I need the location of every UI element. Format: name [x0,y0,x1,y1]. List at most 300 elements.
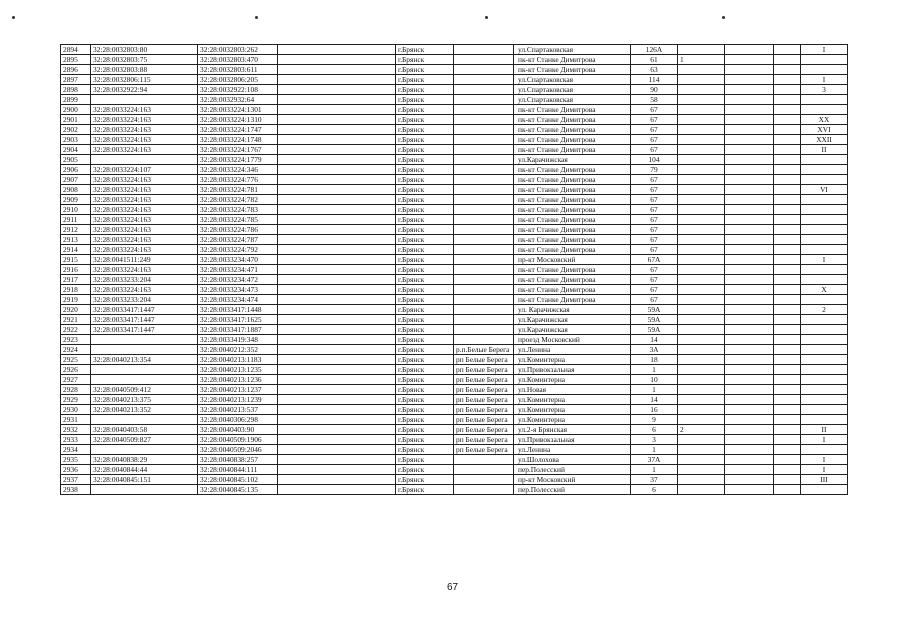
building-cell: 2 [678,425,725,435]
table-row [61,325,848,335]
empty-cell [278,125,396,135]
parent-cadastral-cell: 32:28:0040403:58 [91,425,198,435]
street-cell: ул.Коминтерна [514,355,631,365]
house-cell: 37А [631,455,678,465]
table-row [61,275,848,285]
city-cell: г.Брянск [396,485,454,495]
settlement-cell [454,125,514,135]
parent-cadastral-cell [91,485,198,495]
cadastral-number-cell: 32:28:0040213:1239 [198,395,278,405]
empty-cell [774,285,801,295]
city-cell: г.Брянск [396,135,454,145]
cadastral-number-cell: 32:28:0032803:611 [198,65,278,75]
row-number-cell: 2908 [61,185,91,195]
empty-cell [278,295,396,305]
house-cell: 59А [631,325,678,335]
house-cell: 67 [631,225,678,235]
room-cell [801,235,848,245]
empty-cell [774,55,801,65]
city-cell: г.Брянск [396,425,454,435]
street-cell: ул.Ленина [514,345,631,355]
letter-cell [725,325,774,335]
city-cell: г.Брянск [396,305,454,315]
settlement-cell: рп Белые Берега [454,405,514,415]
table-row [61,225,848,235]
empty-cell [278,175,396,185]
cadastral-number-cell: 32:28:0033234:471 [198,265,278,275]
empty-cell [278,395,396,405]
house-cell: 1 [631,465,678,475]
cadastral-number-cell: 32:28:0033224:1748 [198,135,278,145]
empty-cell [278,385,396,395]
row-number-cell: 2937 [61,475,91,485]
building-cell [678,275,725,285]
building-cell [678,345,725,355]
building-cell [678,175,725,185]
row-number-cell: 2897 [61,75,91,85]
empty-cell [774,125,801,135]
room-cell: III [801,475,848,485]
parent-cadastral-cell [91,345,198,355]
empty-cell [774,475,801,485]
letter-cell [725,235,774,245]
row-number-cell: 2924 [61,345,91,355]
room-cell: II [801,425,848,435]
row-number-cell: 2923 [61,335,91,345]
row-number-cell: 2907 [61,175,91,185]
empty-cell [774,65,801,75]
empty-cell [278,265,396,275]
room-cell [801,65,848,75]
house-cell: 67 [631,275,678,285]
house-cell: 67 [631,115,678,125]
table-row [61,425,848,435]
parent-cadastral-cell: 32:28:0033224:163 [91,215,198,225]
settlement-cell [454,455,514,465]
house-cell: 58 [631,95,678,105]
letter-cell [725,65,774,75]
parent-cadastral-cell: 32:28:0040845:151 [91,475,198,485]
empty-cell [774,155,801,165]
city-cell: г.Брянск [396,285,454,295]
empty-cell [278,345,396,355]
building-cell [678,65,725,75]
row-number-cell: 2932 [61,425,91,435]
settlement-cell [454,95,514,105]
settlement-cell [454,295,514,305]
city-cell: г.Брянск [396,205,454,215]
street-cell: проезд Московский [514,335,631,345]
building-cell: 1 [678,55,725,65]
row-number-cell: 2912 [61,225,91,235]
settlement-cell [454,85,514,95]
building-cell [678,95,725,105]
city-cell: г.Брянск [396,65,454,75]
settlement-cell [454,195,514,205]
empty-cell [278,335,396,345]
empty-cell [774,365,801,375]
empty-cell [774,95,801,105]
building-cell [678,45,725,55]
empty-cell [278,275,396,285]
settlement-cell [454,45,514,55]
building-cell [678,185,725,195]
building-cell [678,355,725,365]
letter-cell [725,95,774,105]
parent-cadastral-cell [91,415,198,425]
street-cell: ул.Карачижская [514,325,631,335]
empty-cell [278,465,396,475]
empty-cell [774,115,801,125]
empty-cell [774,225,801,235]
empty-cell [278,255,396,265]
row-number-cell: 2916 [61,265,91,275]
letter-cell [725,155,774,165]
empty-cell [278,405,396,415]
city-cell: г.Брянск [396,345,454,355]
parent-cadastral-cell [91,375,198,385]
letter-cell [725,435,774,445]
letter-cell [725,165,774,175]
parent-cadastral-cell: 32:28:0040838:29 [91,455,198,465]
room-cell [801,335,848,345]
parent-cadastral-cell: 32:28:0033224:163 [91,265,198,275]
table-row [61,175,848,185]
house-cell: 1 [631,385,678,395]
row-number-cell: 2906 [61,165,91,175]
empty-cell [774,385,801,395]
empty-cell [278,165,396,175]
cadastral-number-cell: 32:28:0032803:262 [198,45,278,55]
letter-cell [725,345,774,355]
empty-cell [774,75,801,85]
room-cell [801,55,848,65]
scan-mark [485,16,488,19]
building-cell [678,295,725,305]
row-number-cell: 2894 [61,45,91,55]
house-cell: 67 [631,295,678,305]
table-row [61,415,848,425]
house-cell: 59А [631,305,678,315]
cadastral-number-cell: 32:28:0033224:785 [198,215,278,225]
letter-cell [725,375,774,385]
empty-cell [278,115,396,125]
row-number-cell: 2902 [61,125,91,135]
building-cell [678,115,725,125]
table-row [61,445,848,455]
building-cell [678,195,725,205]
table-row [61,105,848,115]
house-cell: 10 [631,375,678,385]
empty-cell [278,415,396,425]
table-row [61,305,848,315]
house-cell: 67 [631,195,678,205]
empty-cell [774,255,801,265]
room-cell [801,395,848,405]
parent-cadastral-cell [91,365,198,375]
settlement-cell [454,305,514,315]
empty-cell [774,295,801,305]
row-number-cell: 2913 [61,235,91,245]
empty-cell [278,435,396,445]
city-cell: г.Брянск [396,105,454,115]
table-body [61,45,848,495]
street-cell: пк-кт Станке Димитрова [514,195,631,205]
scan-mark [12,16,15,19]
letter-cell [725,455,774,465]
city-cell: г.Брянск [396,245,454,255]
parent-cadastral-cell: 32:28:0041511:249 [91,255,198,265]
row-number-cell: 2900 [61,105,91,115]
letter-cell [725,425,774,435]
row-number-cell: 2927 [61,375,91,385]
building-cell [678,215,725,225]
empty-cell [774,415,801,425]
table-row [61,485,848,495]
city-cell: г.Брянск [396,125,454,135]
empty-cell [278,355,396,365]
table-row [61,215,848,225]
house-cell: 67 [631,185,678,195]
cadastral-number-cell: 32:28:0033234:472 [198,275,278,285]
city-cell: г.Брянск [396,385,454,395]
room-cell [801,225,848,235]
cadastral-number-cell: 32:28:0033224:1310 [198,115,278,125]
settlement-cell [454,155,514,165]
city-cell: г.Брянск [396,45,454,55]
row-number-cell: 2918 [61,285,91,295]
street-cell: ул.2-я Брянская [514,425,631,435]
street-cell: ул.Спартаковская [514,75,631,85]
cadastral-number-cell: 32:28:0032803:470 [198,55,278,65]
cadastral-number-cell: 32:28:0033224:787 [198,235,278,245]
cadastral-number-cell: 32:28:0032932:64 [198,95,278,105]
parent-cadastral-cell: 32:28:0033224:107 [91,165,198,175]
empty-cell [774,235,801,245]
table-row [61,75,848,85]
street-cell: пк-кт Станке Димитрова [514,65,631,75]
building-cell [678,285,725,295]
cadastral-number-cell: 32:28:0033417:1887 [198,325,278,335]
empty-cell [278,55,396,65]
street-cell: пк-кт Станке Димитрова [514,245,631,255]
city-cell: г.Брянск [396,55,454,65]
table-row [61,155,848,165]
city-cell: г.Брянск [396,215,454,225]
city-cell: г.Брянск [396,405,454,415]
cadastral-number-cell: 32:28:0033224:776 [198,175,278,185]
settlement-cell [454,145,514,155]
empty-cell [278,445,396,455]
settlement-cell [454,235,514,245]
row-number-cell: 2896 [61,65,91,75]
table-row [61,55,848,65]
settlement-cell: рп Белые Берега [454,435,514,445]
building-cell [678,385,725,395]
cadastral-number-cell: 32:28:0032806:205 [198,75,278,85]
cadastral-number-cell: 32:28:0040403:90 [198,425,278,435]
house-cell: 67 [631,135,678,145]
row-number-cell: 2930 [61,405,91,415]
table-row [61,115,848,125]
building-cell [678,265,725,275]
table-row [61,475,848,485]
row-number-cell: 2905 [61,155,91,165]
cadastral-number-cell: 32:28:0040213:1237 [198,385,278,395]
settlement-cell [454,335,514,345]
row-number-cell: 2935 [61,455,91,465]
row-number-cell: 2928 [61,385,91,395]
letter-cell [725,215,774,225]
table-row [61,355,848,365]
settlement-cell [454,265,514,275]
empty-cell [278,305,396,315]
house-cell: 67 [631,205,678,215]
parent-cadastral-cell: 32:28:0033224:163 [91,105,198,115]
row-number-cell: 2933 [61,435,91,445]
empty-cell [774,305,801,315]
room-cell: I [801,255,848,265]
street-cell: ул. Карачижская [514,305,631,315]
parent-cadastral-cell [91,155,198,165]
street-cell: пк-кт Станке Димитрова [514,285,631,295]
city-cell: г.Брянск [396,115,454,125]
street-cell: пк-кт Станке Димитрова [514,125,631,135]
table-row [61,455,848,465]
row-number-cell: 2909 [61,195,91,205]
city-cell: г.Брянск [396,375,454,385]
letter-cell [725,175,774,185]
table-row [61,405,848,415]
street-cell: пк-кт Станке Димитрова [514,295,631,305]
city-cell: г.Брянск [396,255,454,265]
empty-cell [278,135,396,145]
letter-cell [725,465,774,475]
cadastral-number-cell: 32:28:0033234:470 [198,255,278,265]
cadastral-number-cell: 32:28:0033224:786 [198,225,278,235]
cadastral-number-cell: 32:28:0033224:1779 [198,155,278,165]
street-cell: ул.Коминтерна [514,405,631,415]
room-cell [801,325,848,335]
row-number-cell: 2922 [61,325,91,335]
room-cell [801,365,848,375]
empty-cell [278,45,396,55]
empty-cell [278,475,396,485]
room-cell: XX [801,115,848,125]
city-cell: г.Брянск [396,355,454,365]
house-cell: 104 [631,155,678,165]
room-cell [801,245,848,255]
letter-cell [725,145,774,155]
cadastral-number-cell: 32:28:0040306:298 [198,415,278,425]
letter-cell [725,285,774,295]
empty-cell [774,435,801,445]
empty-cell [774,395,801,405]
row-number-cell: 2915 [61,255,91,265]
empty-cell [278,225,396,235]
empty-cell [278,85,396,95]
empty-cell [278,185,396,195]
empty-cell [774,245,801,255]
letter-cell [725,305,774,315]
row-number-cell: 2903 [61,135,91,145]
settlement-cell: рп Белые Берега [454,425,514,435]
empty-cell [278,375,396,385]
row-number-cell: 2914 [61,245,91,255]
city-cell: г.Брянск [396,335,454,345]
empty-cell [774,265,801,275]
city-cell: г.Брянск [396,155,454,165]
parent-cadastral-cell: 32:28:0033224:163 [91,235,198,245]
street-cell: ул.Спартаковская [514,85,631,95]
street-cell: ул.Спартаковская [514,45,631,55]
cadastral-number-cell: 32:28:0033419:348 [198,335,278,345]
parent-cadastral-cell: 32:28:0040213:354 [91,355,198,365]
letter-cell [725,255,774,265]
house-cell: 63 [631,65,678,75]
letter-cell [725,245,774,255]
house-cell: 16 [631,405,678,415]
building-cell [678,255,725,265]
street-cell: пер.Полесский [514,465,631,475]
row-number-cell: 2926 [61,365,91,375]
empty-cell [278,315,396,325]
empty-cell [774,135,801,145]
city-cell: г.Брянск [396,145,454,155]
empty-cell [278,215,396,225]
scan-mark [255,16,258,19]
parent-cadastral-cell: 32:28:0033224:163 [91,195,198,205]
table-row [61,165,848,175]
settlement-cell: рп Белые Берега [454,445,514,455]
empty-cell [278,485,396,495]
room-cell [801,445,848,455]
cadastral-number-cell: 32:28:0040213:1235 [198,365,278,375]
street-cell: ул.Шолохова [514,455,631,465]
row-number-cell: 2921 [61,315,91,325]
city-cell: г.Брянск [396,295,454,305]
table-row [61,335,848,345]
city-cell: г.Брянск [396,225,454,235]
room-cell [801,205,848,215]
house-cell: 14 [631,395,678,405]
parent-cadastral-cell [91,445,198,455]
city-cell: г.Брянск [396,185,454,195]
house-cell: 67 [631,105,678,115]
empty-cell [278,65,396,75]
settlement-cell [454,285,514,295]
row-number-cell: 2938 [61,485,91,495]
room-cell [801,275,848,285]
cadastral-number-cell: 32:28:0033224:1301 [198,105,278,115]
row-number-cell: 2936 [61,465,91,475]
table-row [61,85,848,95]
building-cell [678,435,725,445]
scan-mark [722,16,725,19]
letter-cell [725,485,774,495]
letter-cell [725,295,774,305]
letter-cell [725,405,774,415]
cadastral-number-cell: 32:28:0033234:474 [198,295,278,305]
city-cell: г.Брянск [396,85,454,95]
table-row [61,195,848,205]
letter-cell [725,205,774,215]
letter-cell [725,135,774,145]
cadastral-number-cell: 32:28:0033224:792 [198,245,278,255]
street-cell: пк-кт Станке Димитрова [514,105,631,115]
table-row [61,265,848,275]
street-cell: ул.Привокзальная [514,365,631,375]
